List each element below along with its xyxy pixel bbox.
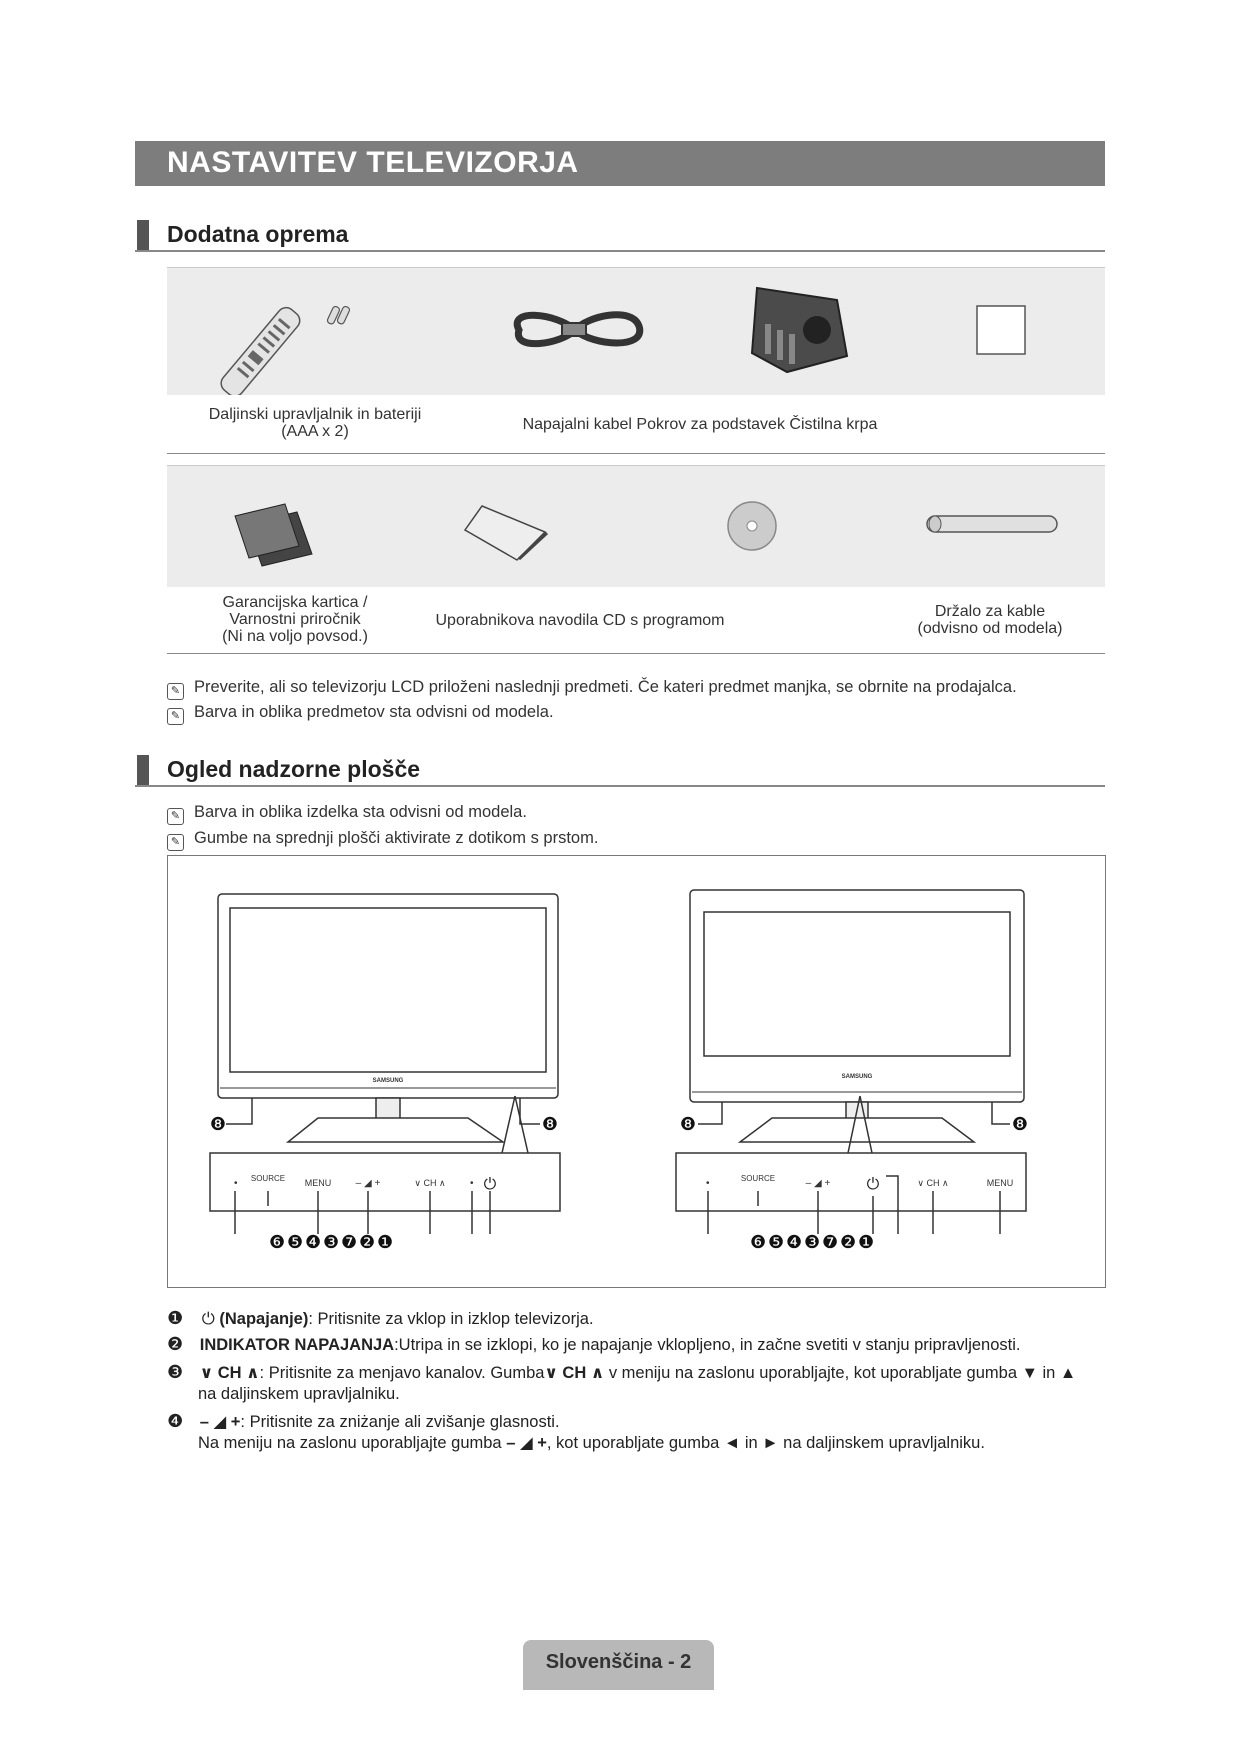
svg-text:❻: ❻ <box>750 1232 767 1252</box>
divider <box>167 453 1105 454</box>
warranty-card-image <box>235 504 312 566</box>
caption-warranty: Garancijska kartica / Varnostni priročnik (Ni na voljo povsod.) <box>222 594 368 645</box>
tv-panel-illustration <box>168 856 1105 1287</box>
svg-text:•: • <box>470 1178 474 1189</box>
cd-image <box>728 502 776 550</box>
note-color-shape: ✎ Barva in oblika predmetov sta odvisni od modela. <box>167 703 554 725</box>
left-source-label: SOURCE <box>250 1174 286 1183</box>
svg-text:❶: ❶ <box>377 1232 394 1252</box>
brand-label-right: SAMSUNG <box>841 1074 873 1080</box>
control-panel-diagram <box>167 855 1106 1288</box>
svg-text:•: • <box>706 1178 710 1189</box>
svg-text:❷: ❷ <box>840 1232 857 1252</box>
right-volume-label: – ◢ + <box>805 1178 831 1189</box>
caption-row1-middle: Napajalni kabel Pokrov za podstavek Čistilna krpa <box>522 416 878 433</box>
right-callout-8b: ❽ <box>1011 1114 1029 1134</box>
accessory-illustrations-1 <box>167 268 1105 395</box>
svg-text:❼: ❼ <box>341 1232 358 1252</box>
user-manual-image <box>465 506 547 560</box>
svg-text:❺: ❺ <box>768 1232 785 1252</box>
left-menu-label: MENU <box>304 1178 332 1188</box>
power-icon: ⏻ <box>201 1310 215 1328</box>
control-item-volume: ❹ – ◢ +: Pritisnite za zniżanje ali zvišanje glasnosti. Na meniju na zaslonu uporabljajte gumba – ◢ +, kot uporabljate gumba ◄ in ► na daljinskem upravljalniku. <box>167 1411 985 1452</box>
control-item-indicator: ❷ INDIKATOR NAPAJANJA:Utripa in se izklopi, ko je napajanje vklopljeno, in začne svetiti v stanju pripravljenosti. <box>167 1334 1021 1354</box>
left-callout-8a: ❽ <box>209 1114 227 1134</box>
accessories-heading: Dodatna oprema <box>167 221 349 247</box>
note-icon: ✎ <box>167 683 184 700</box>
batteries-image <box>326 306 350 325</box>
left-callout-row <box>269 1232 393 1252</box>
svg-text:❺: ❺ <box>287 1232 304 1252</box>
svg-text:❹: ❹ <box>786 1232 803 1252</box>
caption-row2-middle: Uporabnikova navodila CD s programom <box>435 612 725 629</box>
right-source-label: SOURCE <box>740 1174 776 1183</box>
accessory-images-row2 <box>167 465 1105 587</box>
right-callout-row <box>750 1232 874 1252</box>
page-number: Slovenščina - 2 <box>545 1651 692 1673</box>
remote-control-image <box>218 304 304 395</box>
divider <box>167 653 1105 654</box>
left-channel-label: ∨ CH ∧ <box>414 1178 446 1188</box>
page-footer <box>523 1640 714 1690</box>
caption-remote: Daljinski upravljalnik in bateriji (AAA x 2) <box>208 406 422 440</box>
svg-text:❸: ❸ <box>323 1232 340 1252</box>
panel-heading: Ogled nadzorne plošče <box>167 756 421 782</box>
note-icon: ✎ <box>167 808 184 825</box>
control-item-channel: ❸ ∨ CH ∧: Pritisnite za menjavo kanalov. Gumba∨ CH ∧ v meniju na zaslonu uporabljajte, kot uporabljate gumba ▼ in ▲ na daljinskem upravljalniku. <box>167 1362 1077 1403</box>
svg-text:❸: ❸ <box>804 1232 821 1252</box>
power-cable-image <box>517 315 640 344</box>
right-control-strip <box>676 1153 1026 1211</box>
left-callout-8b: ❽ <box>541 1114 559 1134</box>
accessory-images-row1 <box>167 267 1105 395</box>
note-touch-buttons: ✎ Gumbe na sprednji plošči aktivirate z dotikom s prstom. <box>167 829 598 851</box>
accessory-illustrations-2 <box>167 466 1105 587</box>
caption-cable-holder: Držalo za kable (odvisno od modela) <box>917 603 1063 637</box>
svg-text:❷: ❷ <box>359 1232 376 1252</box>
right-power-icon: ⏻ <box>866 1176 880 1193</box>
svg-text:❻: ❻ <box>269 1232 286 1252</box>
cable-holder-image <box>927 516 1057 532</box>
left-power-icon: ⏻ <box>483 1176 497 1193</box>
left-volume-label: – ◢ + <box>355 1178 381 1189</box>
svg-text:❼: ❼ <box>822 1232 839 1252</box>
svg-text:❹: ❹ <box>305 1232 322 1252</box>
svg-text:•: • <box>234 1178 238 1189</box>
note-check-items: ✎ Preverite, ali so televizorju LCD priloženi naslednji predmeti. Če kateri predmet manjka, se obrnite na prodajalca. <box>167 678 1017 700</box>
right-callout-8a: ❽ <box>679 1114 697 1134</box>
control-item-power: ❶ ⏻ (Napajanje): Pritisnite za vklop in izklop televizorja. <box>167 1308 594 1328</box>
left-tv <box>218 894 558 1142</box>
brand-label-left: SAMSUNG <box>372 1078 404 1084</box>
svg-text:❶: ❶ <box>858 1232 875 1252</box>
right-menu-label: MENU <box>986 1178 1014 1188</box>
section-heading-panel <box>135 755 1105 787</box>
note-product-color: ✎ Barva in oblika izdelka sta odvisni od modela. <box>167 803 527 825</box>
right-tv <box>690 890 1024 1142</box>
page-title-bar <box>135 141 1105 186</box>
right-channel-label: ∨ CH ∧ <box>917 1178 949 1188</box>
page-title: NASTAVITEV TELEVIZORJA <box>167 146 579 179</box>
section-heading-accessories <box>135 220 1105 252</box>
note-icon: ✎ <box>167 834 184 851</box>
stand-cover-image <box>752 288 847 372</box>
note-icon: ✎ <box>167 708 184 725</box>
cleaning-cloth-image <box>977 306 1025 354</box>
